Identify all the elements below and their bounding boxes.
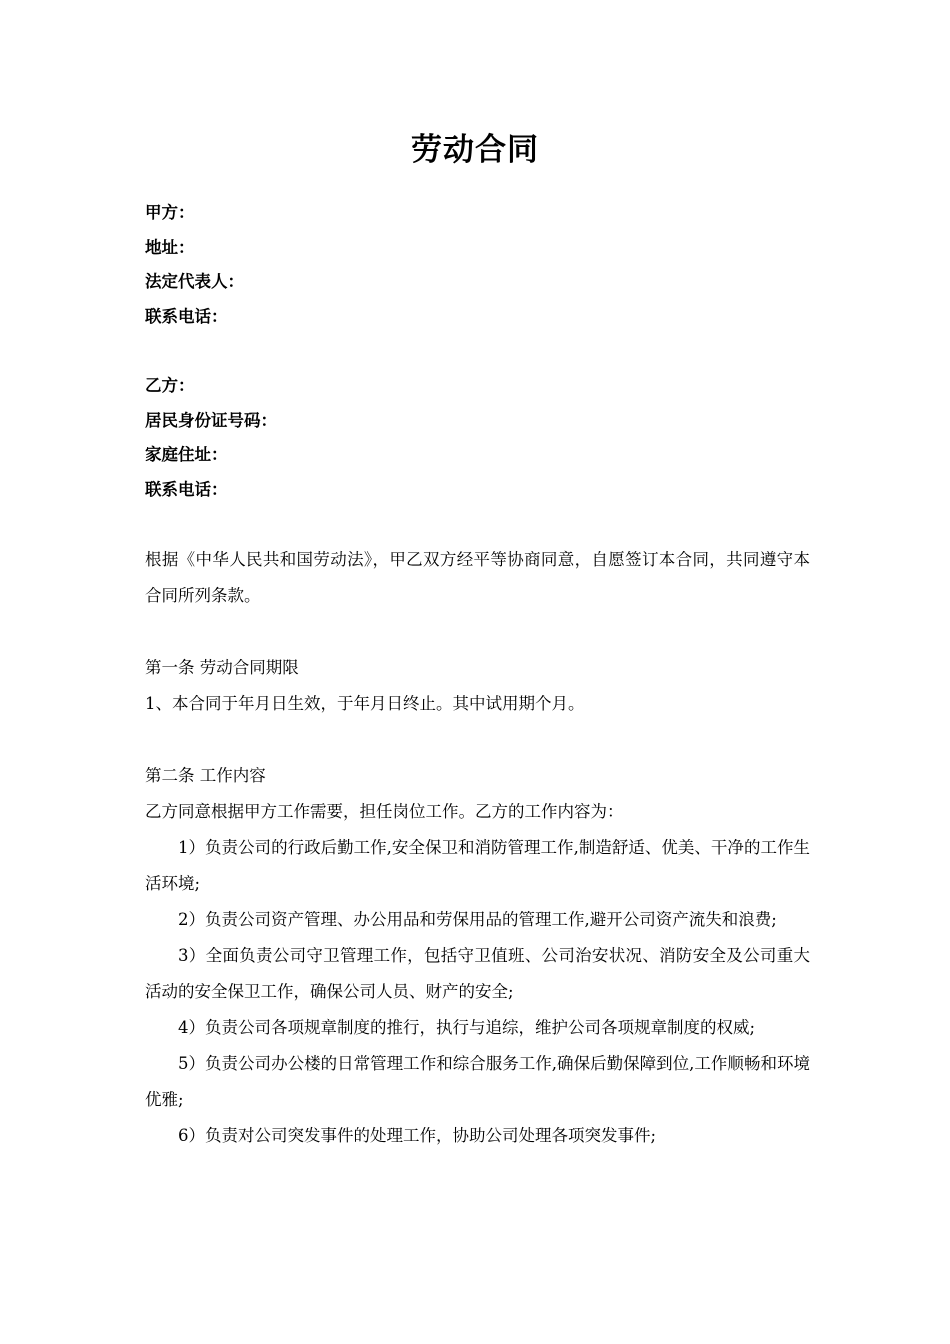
party-a-legal-rep-label: 法定代表人：	[145, 272, 244, 291]
article-1-clause-1: 1、本合同于年月日生效，于年月日终止。其中试用期个月。	[145, 694, 585, 713]
duty-item-1: 1）负责公司的行政后勤工作,安全保卫和消防管理工作,制造舒适、优美、干净的工作生活环境;	[145, 838, 810, 893]
party-a-name-label: 甲方：	[145, 203, 195, 222]
document-body	[145, 196, 810, 1154]
spacer	[145, 614, 810, 650]
article-2-intro: 乙方同意根据甲方工作需要，担任岗位工作。乙方的工作内容为：	[145, 802, 624, 821]
party-a-phone-label: 联系电话：	[145, 306, 228, 326]
duty-item-6: 6）负责对公司突发事件的处理工作，协助公司处理各项突发事件;	[178, 1126, 657, 1145]
party-a-address-label: 地址：	[145, 237, 195, 257]
party-b-home-address-label: 家庭住址：	[145, 445, 228, 464]
duty-item-5: 5）负责公司办公楼的日常管理工作和综合服务工作,确保后勤保障到位,工作顺畅和环境优雅;	[145, 1054, 810, 1109]
duty-item-3: 3）全面负责公司守卫管理工作，包括守卫值班、公司治安状况、消防安全及公司重大活动的安全保卫工作，确保公司人员、财产的安全;	[145, 946, 810, 1001]
party-b-name-label: 乙方：	[145, 376, 195, 395]
article-1-heading: 第一条 劳动合同期限	[145, 658, 299, 677]
spacer	[145, 334, 810, 369]
spacer	[145, 507, 810, 542]
duty-item-2: 2）负责公司资产管理、办公用品和劳保用品的管理工作,避开公司资产流失和浪费;	[178, 910, 777, 929]
party-b-id-label: 居民身份证号码：	[145, 410, 277, 430]
document-title: 劳动合同	[411, 132, 539, 168]
duty-item-4: 4）负责公司各项规章制度的推行，执行与追综，维护公司各项规章制度的权威;	[178, 1018, 756, 1037]
preamble-paragraph: 根据《中华人民共和国劳动法》，甲乙双方经平等协商同意，自愿签订本合同，共同遵守本合同所列条款。	[145, 550, 810, 605]
article-2-heading: 第二条 工作内容	[145, 766, 266, 785]
party-b-phone-label: 联系电话：	[145, 479, 228, 499]
spacer	[145, 722, 810, 758]
